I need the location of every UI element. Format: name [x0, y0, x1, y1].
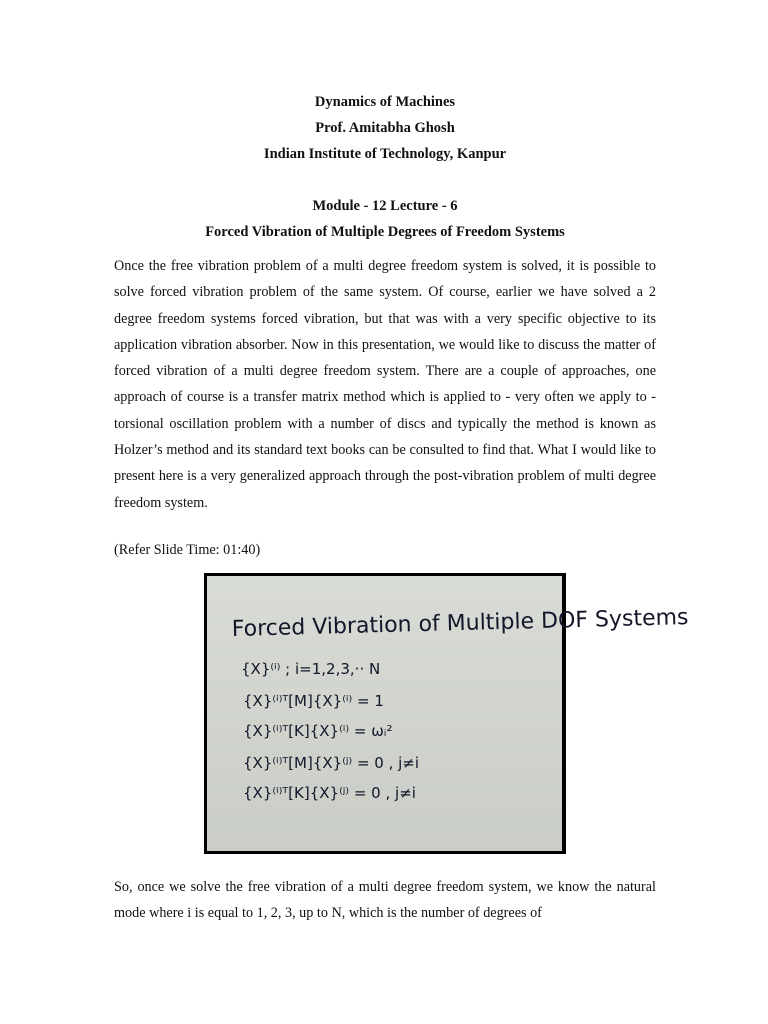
slide-eq-5: {X}⁽ⁱ⁾ᵀ[K]{X}⁽ʲ⁾ = 0 , j≠i	[243, 784, 416, 802]
slide-title: Forced Vibration of Multiple DOF Systems	[231, 605, 689, 642]
lecture-slide-image	[204, 573, 689, 854]
slide-eq-4: {X}⁽ⁱ⁾ᵀ[M]{X}⁽ʲ⁾ = 0 , j≠i	[243, 754, 420, 772]
institute-name: Indian Institute of Technology, Kanpur	[263, 146, 507, 162]
slide-eq-1: {X}⁽ⁱ⁾ ; i=1,2,3,·· N	[241, 660, 381, 678]
professor-name: Prof. Amitabha Ghosh	[315, 120, 455, 136]
slide-eq-2: {X}⁽ⁱ⁾ᵀ[M]{X}⁽ⁱ⁾ = 1	[243, 692, 384, 710]
intro-paragraph: Once the free vibration problem of a multi degree freedom system is solved, it is possible to solve forced vibration problem of the same system. Of course, earlier we have solved a 2 degree freedom systems forced vibration, but that was with a very specific objective to its application vibration absorber. Now in this presentation, we would like to discuss the matter of forced vibration of a multi degree freedom system. There are a couple of approaches, one approach of course is a transfer matrix method which is applied to - very often we apply to - torsional oscillation problem with a number of discs and typically the method is known as Holzer’s method and its standard text books can be consulted to find that. What I would like to present here is a very generalized approach through the post-vibration problem of multi degree freedom system.	[114, 258, 656, 511]
slide-eq-3: {X}⁽ⁱ⁾ᵀ[K]{X}⁽ⁱ⁾ = ωᵢ²	[243, 722, 393, 740]
slide-drawing	[207, 576, 689, 851]
lecture-title: Forced Vibration of Multiple Degrees of Freedom Systems	[205, 224, 565, 240]
module-lecture: Module - 12 Lecture - 6	[312, 198, 458, 214]
course-title: Dynamics of Machines	[314, 94, 456, 110]
refer-slide-time: (Refer Slide Time: 01:40)	[114, 542, 261, 558]
continuation-paragraph: So, once we solve the free vibration of a multi degree freedom system, we know the natural mode where i is equal to 1, 2, 3, up to N, which is the number of degrees of	[114, 879, 656, 922]
whiteboard	[207, 576, 689, 851]
